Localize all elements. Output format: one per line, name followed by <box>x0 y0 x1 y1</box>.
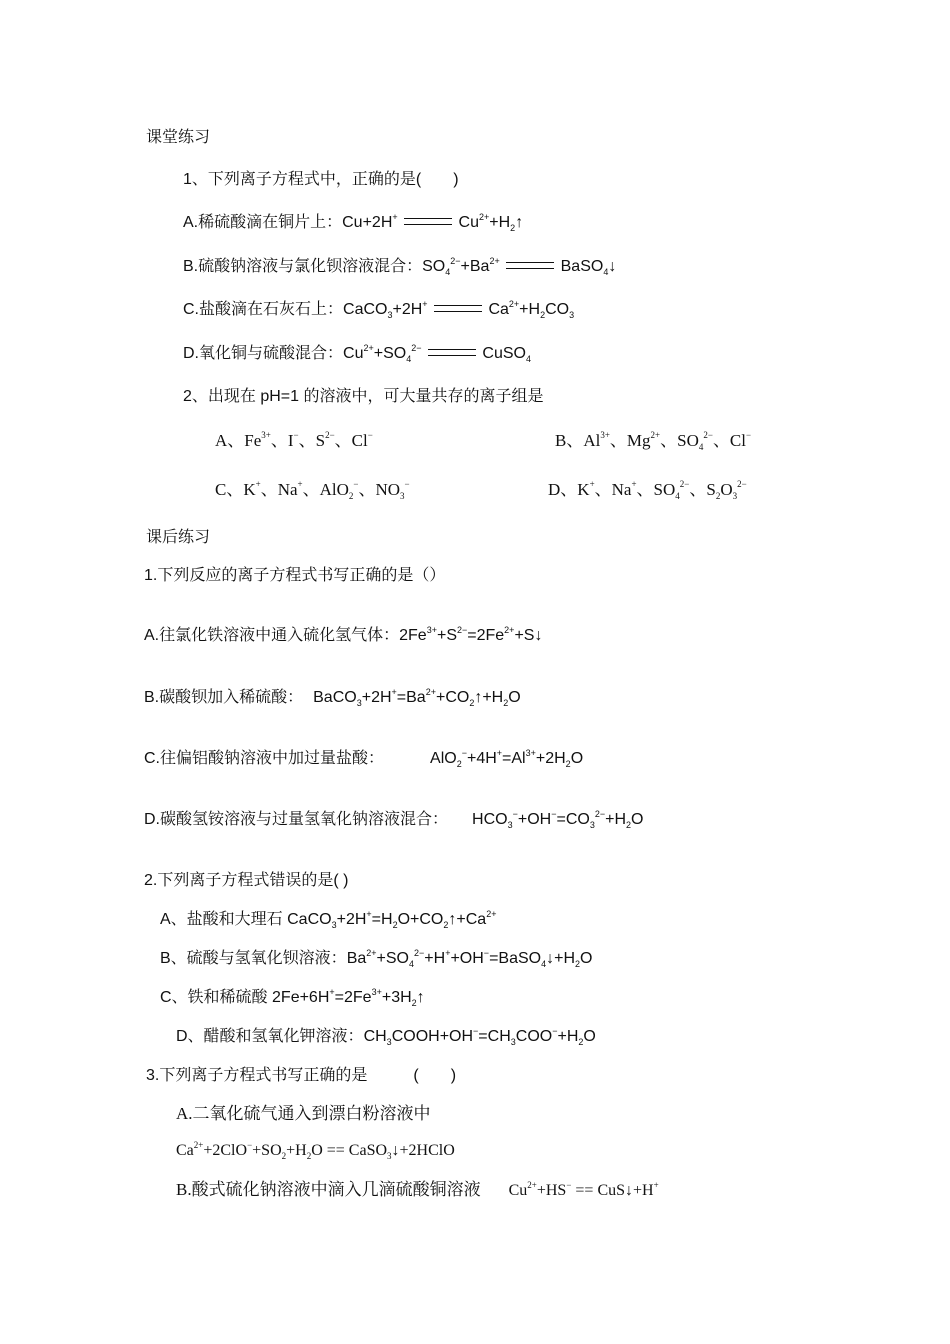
h2-stem: 2.下列离子方程式错误的是( ) <box>144 872 349 889</box>
h2-option-d-equation: $CH_3COOH+OH^-=CH_3COO^-+H_2O$ <box>363 1025 596 1048</box>
q1-option-b-text: B.硫酸钠溶液与氯化钡溶液混合： <box>183 258 423 275</box>
q1-option-c-equation: CaCO$_3$+2H+ $Ca^{2+}+H_2CO_3$ <box>343 298 575 321</box>
q2-option-b: B、$Al^{3+}$、$Mg^{2+}$、$SO_4^{2-}$、Cl− <box>555 430 752 453</box>
h1-option-b-equation: $BaCO_3+2H^+=Ba^{2+}+CO_2↑+H_2O$ <box>313 686 521 709</box>
h3-option-b-text: B.酸式硫化钠溶液中滴入几滴硫酸铜溶液 <box>176 1180 481 1199</box>
h1-option-c <box>144 749 583 769</box>
q1-option-d-text: D.氧化铜与硫酸混合： <box>183 345 344 362</box>
h2-option-b <box>160 949 592 969</box>
q1-option-b <box>183 257 616 277</box>
q1-option-d-equation: $Cu^{2+}+SO_4^{2-}$ CuSO$_4$ <box>343 342 531 365</box>
h3-answer-paren: ( ) <box>413 1067 457 1084</box>
h1-option-d-text: D.碳酸氢铵溶液与过量氢氧化钠溶液混合： <box>144 811 449 828</box>
h1-option-d <box>144 810 643 830</box>
h3-option-b <box>176 1180 659 1201</box>
q1-option-a <box>183 213 523 233</box>
h3-option-a-text: A.二氧化硫气通入到漂白粉溶液中 <box>176 1104 431 1123</box>
q1-option-c <box>183 300 574 320</box>
h1-option-c-text: C.往偏铝酸钠溶液中加过量盐酸： <box>144 750 385 767</box>
section-title-in-class: 课堂练习 <box>146 129 211 146</box>
q1-option-a-equation: Cu+2H+ $Cu^{2+}+H_2↑$ <box>342 211 524 234</box>
h1-stem: 1.下列反应的离子方程式书写正确的是（） <box>144 567 446 584</box>
h2-option-a <box>160 910 496 930</box>
q2-option-c: C、K+、Na+、AlO$_2$−、$NO_3^-$ <box>215 479 410 502</box>
q2-option-a: A、$Fe^{3+}$、I−、$S^{2-}$、Cl− <box>215 430 373 450</box>
q1-option-b-equation: $SO_4^{2-}+Ba^{2+}$ BaSO$_4$↓ <box>422 255 617 278</box>
h2-option-b-text: B、硫酸与氢氧化钡溶液： <box>160 950 347 967</box>
h1-option-d-equation: $HCO_3^-+OH^-=CO_3^{2-}+H_2O$ <box>472 808 644 831</box>
h1-option-a-text: A.往氯化铁溶液中通入硫化氢气体： <box>144 627 400 644</box>
h1-option-b <box>144 688 521 708</box>
h3-option-a-equation: $Ca^{2+}+2ClO^-+SO_2+H_2O$ == CaSO$_3$↓+2HClO <box>176 1139 455 1162</box>
h1-option-a-equation: $2Fe^{3+}+S^{2-}=2Fe^{2+}+S↓$ <box>399 624 543 644</box>
h2-option-a-text: A、盐酸和大理石 <box>160 911 288 928</box>
h2-option-d <box>176 1027 596 1047</box>
q2-option-d: D、K+、Na+、$SO_4^{2-}$、$S_2O_3^{2-}$ <box>548 479 747 502</box>
h2-option-a-equation: $CaCO_3+2H^+=H_2O+CO_2↑+Ca^{2+}$ <box>287 908 497 931</box>
h3-stem-text: 3.下列离子方程式书写正确的是 <box>146 1067 368 1084</box>
h2-option-c-equation: $2Fe+6H^+=2Fe^{3+}+3H_2↑$ <box>272 986 425 1009</box>
h2-option-c <box>160 988 425 1008</box>
h2-option-b-equation: $Ba^{2+}+SO_4^{2-}+H^++OH^-=BaSO_4↓+H_2O$ <box>346 947 593 970</box>
q1-option-c-text: C.盐酸滴在石灰石上： <box>183 301 344 318</box>
h1-option-a <box>144 626 542 646</box>
q1-option-a-text: A.稀硫酸滴在铜片上： <box>183 214 343 231</box>
h3-option-b-equation: $Cu^{2+}+HS^-$ == CuS↓+H+ <box>508 1179 659 1199</box>
q2-stem: 2、出现在 pH=1 的溶液中，可大量共存的离子组是 <box>183 388 544 405</box>
section-title-after-class: 课后练习 <box>146 529 211 546</box>
q1-option-d <box>183 344 531 364</box>
q1-stem: 1、下列离子方程式中，正确的是( ) <box>183 171 459 188</box>
h1-option-b-text: B.碳酸钡加入稀硫酸： <box>144 689 304 706</box>
h1-option-c-equation: $AlO_2^-+4H^+=Al^{3+}+2H_2O$ <box>430 747 584 770</box>
h2-option-c-text: C、铁和稀硫酸 <box>160 989 273 1006</box>
h2-option-d-text: D、醋酸和氢氧化钾溶液： <box>176 1028 364 1045</box>
h3-stem <box>146 1066 456 1086</box>
